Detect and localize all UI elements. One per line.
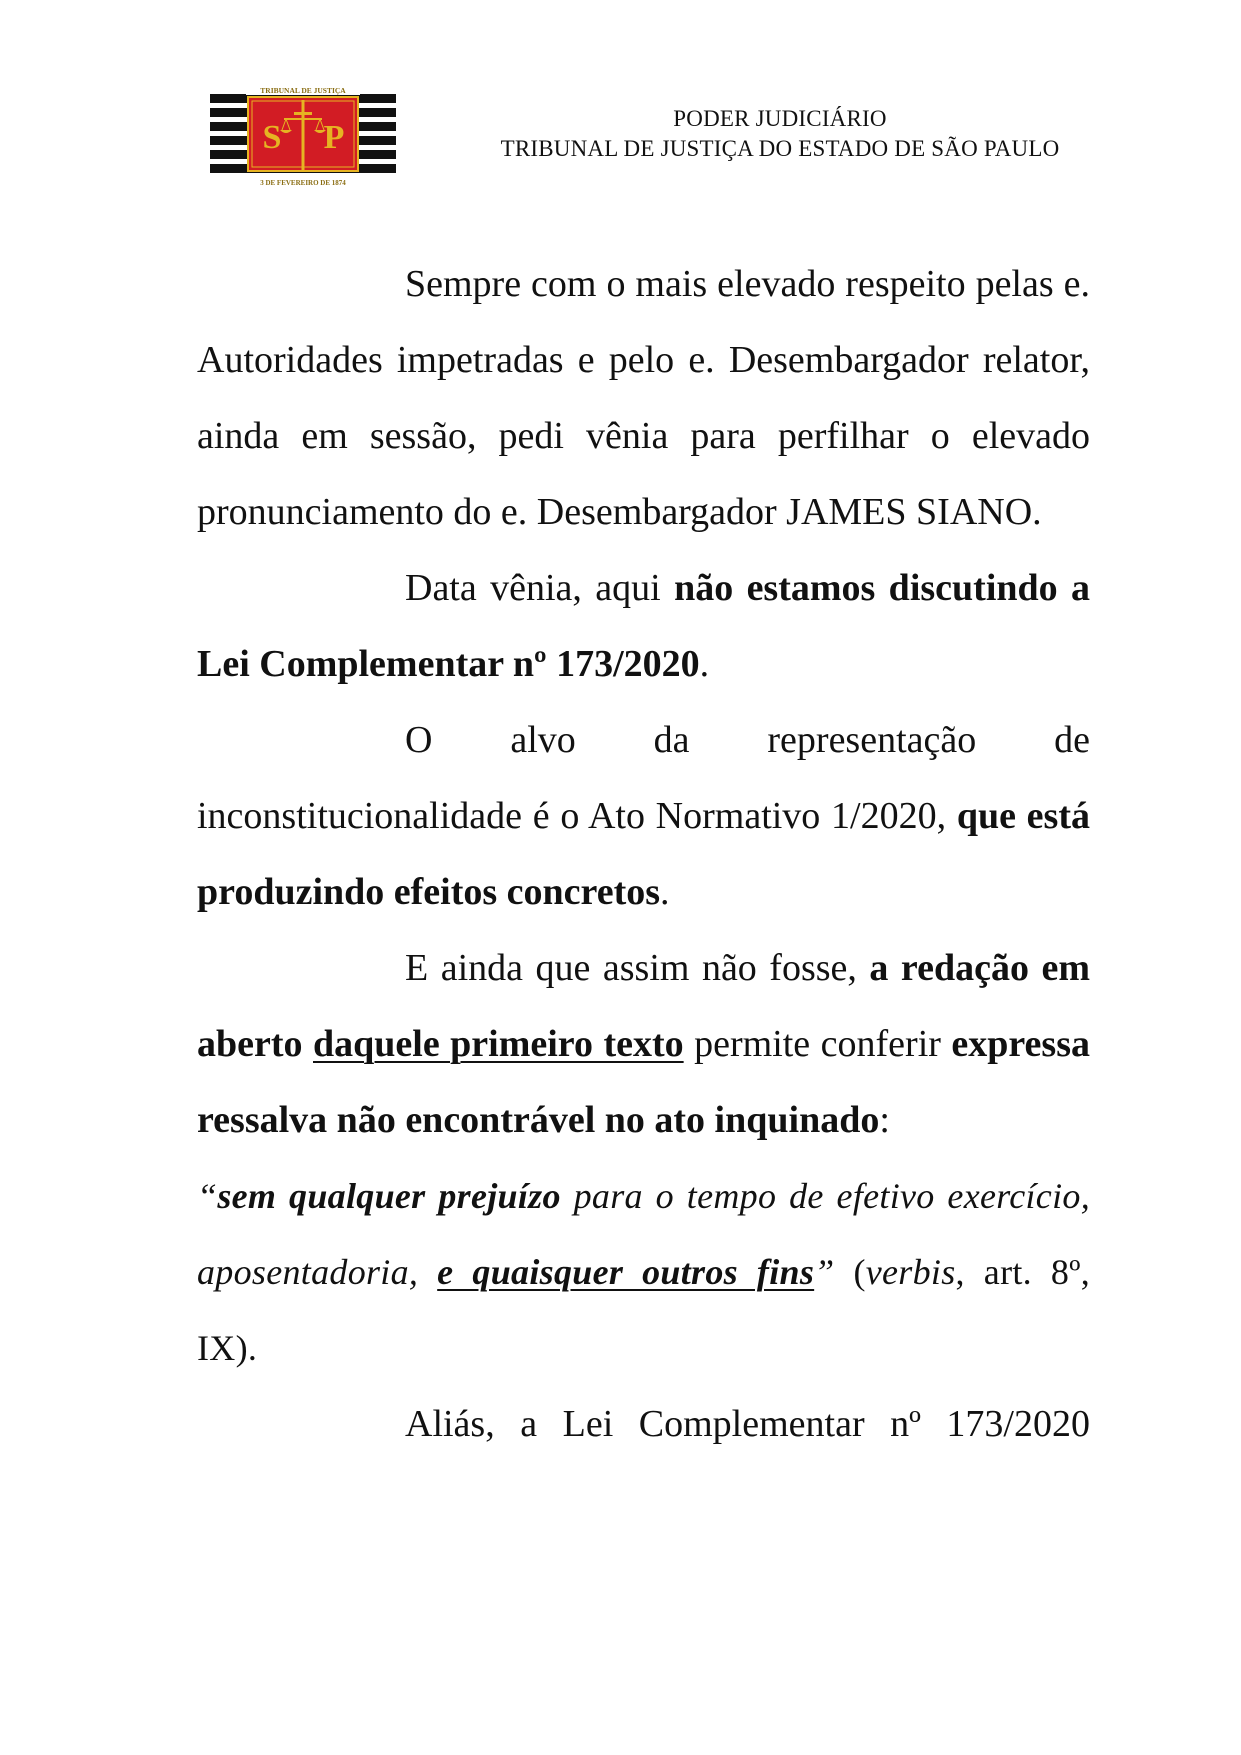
quote-bold-italic: sem qualquer prejuízo [217, 1176, 561, 1216]
paragraph-3-tail: . [660, 871, 670, 913]
paragraph-4-tail: : [879, 1099, 890, 1141]
paragraph-3-lead: O alvo da representação de inconstitucionalidade é o Ato Normativo 1/2020, [197, 719, 1090, 837]
paragraph-4-bold-underlined: daquele primeiro texto [313, 1023, 684, 1065]
document-body [197, 246, 1090, 1462]
paragraph-5: Aliás, a Lei Complementar nº 173/2020 [405, 1403, 1090, 1445]
citation-rest: , art. 8º, IX). [197, 1252, 1090, 1368]
paragraph-4 [197, 930, 1090, 1158]
paragraph-4-bold-1: a redação em aberto [197, 947, 1090, 1065]
document-header [470, 104, 1090, 164]
header-line-2: TRIBUNAL DE JUSTIÇA DO ESTADO DE SÃO PAULO [500, 136, 1060, 161]
paragraph-3 [197, 702, 1090, 930]
seal-left-letter: S [262, 119, 282, 156]
seal-bottom-text: 3 DE FEVEREIRO DE 1874 [260, 179, 346, 187]
citation-open: ( [834, 1252, 866, 1292]
seal-top-text: TRIBUNAL DE JUSTIÇA [260, 86, 346, 95]
paragraph-1: Sempre com o mais elevado respeito pelas e. Autoridades impetradas e pelo e. Desembargador relator, ainda em sessão, pedi vênia para perfilhar o elevado pronunciamento do e. Desembargador JAMES SIANO. [197, 263, 1090, 533]
seal-right-letter: P [323, 119, 345, 156]
court-seal-logo [210, 86, 396, 190]
header-line-1: PODER JUDICIÁRIO [673, 106, 887, 131]
court-seal-icon [210, 86, 396, 190]
quote-italic: para o tempo de efetivo exercício, aposentadoria, [197, 1176, 1090, 1292]
paragraph-2-tail: . [699, 643, 710, 685]
paragraph-2 [197, 550, 1090, 702]
paragraph-4-mid: permite conferir [683, 1023, 952, 1065]
quote-bold-italic-underlined: e quaisquer outros fins [437, 1252, 815, 1292]
citation-italic: verbis [865, 1252, 956, 1292]
paragraph-4-lead: E ainda que assim não fosse, [405, 947, 870, 989]
paragraph-2-bold: não estamos discutindo a Lei Complementar nº 173/2020 [197, 567, 1091, 685]
paragraph-3-bold: que está produzindo efeitos concretos [197, 795, 1090, 913]
quote-close-mark: ” [814, 1252, 835, 1292]
quote-open-mark: “ [197, 1176, 218, 1216]
paragraph-2-lead: Data vênia, aqui [405, 567, 675, 609]
paragraph-4-bold-2: expressa ressalva não encontrável no ato inquinado [197, 1023, 1090, 1141]
quoted-excerpt [197, 1158, 1090, 1386]
